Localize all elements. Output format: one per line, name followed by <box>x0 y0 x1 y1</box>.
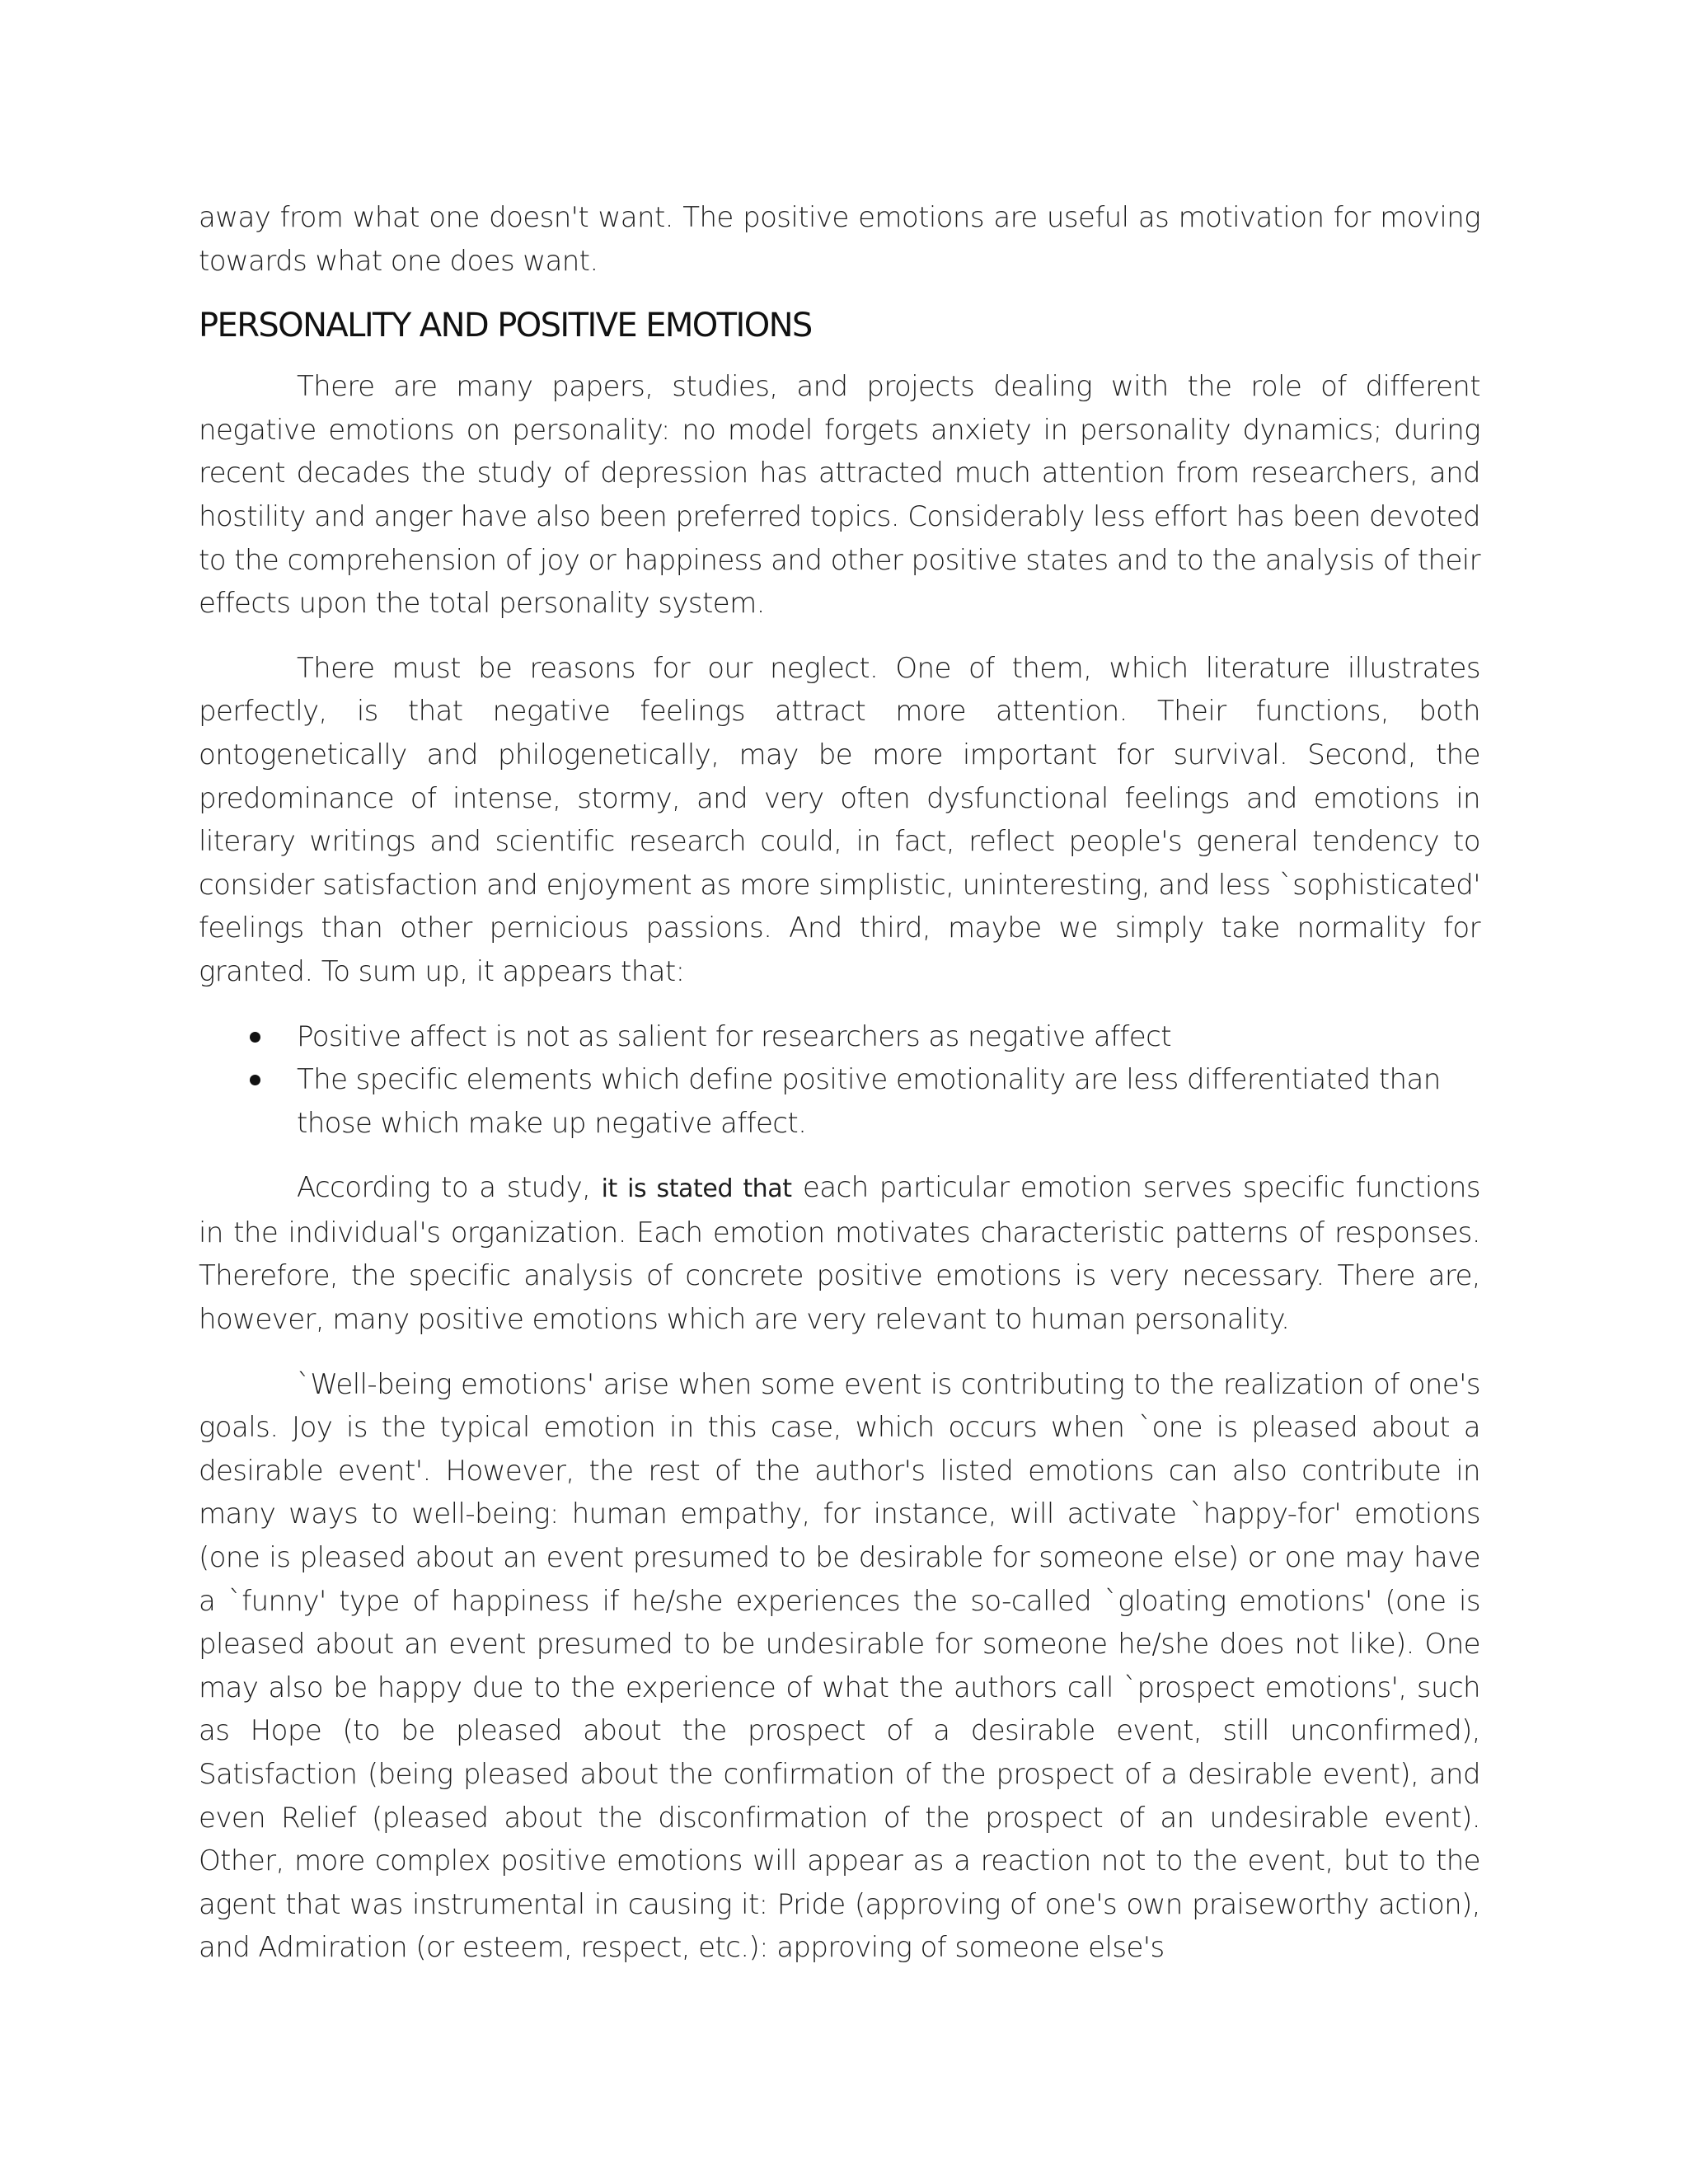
paragraph-4: `Well-being emotions' arise when some event is contributing to the realization of one's goals. Joy is the typical emotion in this case, which occurs when `one is pleased about a desirable event'. However, the rest of the author's listed emotions can also contribute in many ways to well-being: human empathy, for instance, will activate `happy-for' emotions (one is pleased about an event presumed to be desirable for someone else) or one may have a `funny' type of happiness if he/she experiences the so-called `gloating emotions' (one is pleased about an event presumed to be undesirable for someone he/she does not like). One may also be happy due to the experience of what the authors call `prospect emotions', such as Hope (to be pleased about the prospect of a desirable event, still unconfirmed), Satisfaction (being pleased about the confirmation of the prospect of a desirable event), and even Relief (pleased about the disconfirmation of the prospect of an undesirable event). Other, more complex positive emotions will appear as a reaction not to the event, but to the agent that was instrumental in causing it: Pride (approving of one's own praiseworthy action), and Admiration (or esteem, respect, etc.): approving of someone else's <box>199 1367 1480 1965</box>
section-heading: PERSONALITY AND POSITIVE EMOTIONS <box>199 307 812 345</box>
bullet-dot-icon <box>250 1075 260 1085</box>
bullet-text: Positive affect is not as salient for researchers as negative affect <box>297 1019 1171 1053</box>
paragraph-2: There must be reasons for our neglect. One of them, which literature illustrates perfectly, is that negative feelings attract more attention. Their functions, both ontogenetically and philogenetically, may be more important for survival. Second, the predominance of intense, stormy, and very often dysfunctional feelings and emotions in literary writings and scientific research could, in fact, reflect people's general tendency to consider satisfaction and enjoyment as more simplistic, uninteresting, and less `sophisticated' feelings than other pernicious passions. And third, maybe we simply take normality for granted. To sum up, it appears that: <box>199 651 1480 988</box>
document-page <box>199 196 1480 1970</box>
paragraph-3 <box>199 1166 1480 1341</box>
bullet-item <box>199 1015 1480 1059</box>
intro-paragraph: away from what one doesn't want. The positive emotions are useful as motivation for moving towards what one does want. <box>199 201 1480 278</box>
paragraph-3-end: each particular emotion serves specific functions in the individual's organization. Each emotion motivates characteristic patterns of responses. Therefore, the specific analysis of concrete positive emotions is very necessary. There are, however, many positive emotions which are very relevant to human personality. <box>199 1171 1480 1337</box>
paragraph-3-small-text: it is stated that <box>601 1174 792 1204</box>
bullet-list <box>199 1015 1480 1146</box>
bullet-item <box>199 1058 1480 1145</box>
paragraph-1: There are many papers, studies, and projects dealing with the role of different negative emotions on personality: no model forgets anxiety in personality dynamics; during recent decades the study of depression has attracted much attention from researchers, and hostility and anger have also been preferred topics. Considerably less effort has been devoted to the comprehension of joy or happiness and other positive states and to the analysis of their effects upon the total personality system. <box>199 370 1480 621</box>
paragraph-3-start: According to a study, <box>297 1171 602 1205</box>
bullet-dot-icon <box>250 1032 260 1043</box>
bullet-text: The specific elements which define positive emotionality are less differentiated than those which make up negative affect. <box>297 1063 1441 1140</box>
